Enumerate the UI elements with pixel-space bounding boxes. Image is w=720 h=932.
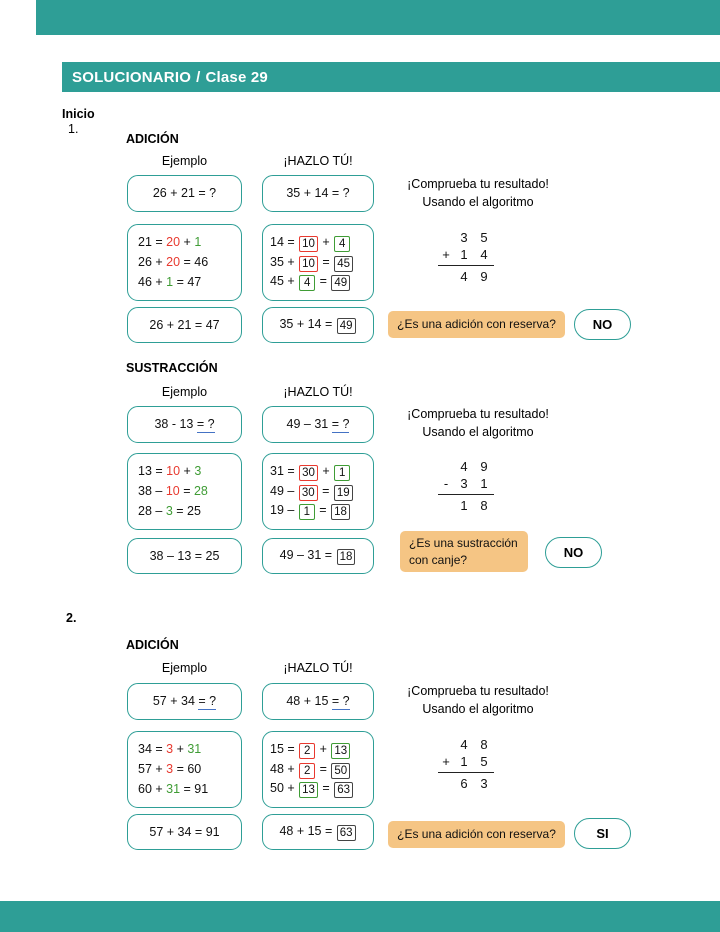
- section2-practice-steps-box: [262, 453, 374, 530]
- math-line: [270, 234, 351, 252]
- inicio-label: Inicio: [62, 107, 95, 121]
- math-line: [279, 316, 356, 334]
- math-segment: 49 – 31: [286, 417, 332, 431]
- section3-algorithm: [438, 736, 494, 792]
- section2-practice-result-box: [262, 538, 374, 574]
- section1-example-result-box: [127, 307, 242, 343]
- math-segment: = 25: [172, 504, 201, 518]
- section2-check-note: [388, 406, 568, 441]
- math-line: [138, 503, 201, 520]
- math-segment: 31 =: [270, 464, 299, 478]
- math-segment: +: [180, 464, 195, 478]
- algorithm-sign-blank: [438, 736, 454, 753]
- math-segment: 20: [166, 255, 181, 269]
- section2-ejemplo-label: Ejemplo: [161, 385, 208, 399]
- algorithm-sign-blank: [438, 458, 454, 475]
- math-line: [138, 463, 201, 480]
- algorithm-top-row: [438, 736, 494, 753]
- math-segment: =: [316, 761, 331, 776]
- section1-practice-result-box: [262, 307, 374, 343]
- algorithm-sign: +: [442, 754, 450, 769]
- math-line: [153, 185, 216, 202]
- math-segment: 38 - 13: [154, 417, 197, 431]
- math-segment: 28: [193, 484, 208, 498]
- boxed-number: 13: [299, 782, 318, 798]
- section2-example-problem-box: [127, 406, 242, 443]
- math-segment: = 91: [180, 782, 209, 796]
- math-line: [270, 502, 351, 520]
- section2-hazlo-label: ¡HAZLO TÚ!: [283, 385, 353, 399]
- section3-check-note: [388, 683, 568, 718]
- algorithm-digit: 3: [480, 776, 488, 791]
- math-line: [270, 463, 351, 481]
- math-segment: 57 + 34: [152, 694, 199, 708]
- algorithm-digit: 5: [480, 230, 488, 245]
- section2-question-pill: [400, 531, 528, 572]
- section1-practice-problem-box: [262, 175, 374, 212]
- math-segment: +: [180, 235, 195, 249]
- boxed-number: 18: [331, 504, 350, 520]
- algorithm-sign-blank: [438, 229, 454, 246]
- math-segment: 10: [166, 464, 181, 478]
- math-line: [138, 483, 208, 500]
- question-line1: ¿Es una sustracción: [409, 536, 518, 551]
- math-segment: =: [315, 503, 331, 517]
- math-line: [138, 761, 201, 778]
- algorithm-digit: 9: [480, 459, 488, 474]
- algorithm-result-row: [438, 494, 494, 514]
- math-line: [138, 254, 208, 271]
- check-note-line1: ¡Comprueba tu resultado!: [407, 407, 549, 421]
- boxed-number: 30: [299, 485, 318, 501]
- section2-practice-problem-box: [262, 406, 374, 443]
- math-line: [287, 416, 350, 433]
- section2-title: SUSTRACCIÓN: [126, 361, 218, 375]
- section3-answer-oval: SI: [574, 818, 631, 849]
- boxed-number: 30: [299, 465, 318, 481]
- algorithm-digit: 3: [460, 476, 468, 491]
- math-segment: 10: [165, 484, 180, 498]
- math-segment: 46 +: [138, 275, 167, 289]
- math-line: [153, 693, 216, 710]
- algorithm-digit: 4: [480, 247, 488, 262]
- boxed-number: 4: [299, 275, 315, 291]
- math-segment: 35 + 14 =: [279, 317, 336, 331]
- math-line: [286, 185, 349, 202]
- algorithm-mid-row: [438, 246, 494, 263]
- math-segment: =: [318, 483, 333, 498]
- algorithm-sign-blank: [438, 268, 454, 285]
- math-segment: 3: [194, 464, 202, 478]
- math-segment: 21 =: [138, 235, 167, 249]
- math-line: [150, 548, 220, 565]
- math-segment: 49 –: [270, 483, 298, 498]
- algorithm-digit: 3: [460, 230, 468, 245]
- math-segment: = 60: [173, 762, 202, 776]
- math-segment: 38 – 13 = 25: [149, 548, 220, 563]
- math-segment: 26 +: [138, 255, 167, 269]
- math-segment: 31: [187, 742, 202, 756]
- math-segment: = ?: [198, 694, 217, 708]
- math-line: [138, 234, 201, 251]
- section1-example-problem-box: [127, 175, 242, 212]
- section3-question-pill: [388, 821, 565, 848]
- algorithm-mid-row: [438, 475, 494, 492]
- math-segment: +: [318, 464, 334, 478]
- math-segment: 14 =: [270, 235, 299, 249]
- algorithm-mid-row: [438, 753, 494, 770]
- math-line: [279, 823, 356, 841]
- section2-algorithm: [438, 458, 494, 514]
- boxed-number: 49: [337, 318, 356, 334]
- footer-bar: [0, 901, 720, 932]
- algorithm-top-row: [438, 458, 494, 475]
- math-segment: +: [316, 742, 331, 756]
- algorithm-top-row: [438, 229, 494, 246]
- section3-example-result-box: [127, 814, 242, 850]
- math-segment: 3: [165, 504, 173, 518]
- math-segment: 45 +: [270, 274, 299, 288]
- algorithm-sign: +: [442, 247, 450, 262]
- section1-algorithm: [438, 229, 494, 285]
- math-segment: = ?: [196, 417, 215, 431]
- math-segment: 60 +: [138, 782, 167, 796]
- boxed-number: 63: [337, 825, 356, 841]
- boxed-number: 19: [334, 485, 353, 501]
- math-segment: 28 –: [138, 504, 166, 518]
- math-segment: 50 +: [270, 781, 299, 795]
- math-line: [270, 273, 351, 291]
- algorithm-sign: -: [443, 476, 449, 491]
- boxed-number: 50: [331, 763, 350, 779]
- math-segment: 3: [166, 762, 174, 776]
- section3-practice-result-box: [262, 814, 374, 850]
- math-segment: = ?: [331, 417, 350, 431]
- algorithm-result-row: [438, 772, 494, 792]
- section3-title: ADICIÓN: [126, 638, 179, 652]
- boxed-number: 13: [331, 743, 350, 759]
- section1-example-steps-box: [127, 224, 242, 301]
- boxed-number: 45: [334, 256, 353, 272]
- algorithm-sign-blank: [438, 497, 454, 514]
- math-line: [280, 547, 357, 565]
- math-segment: 3: [166, 742, 174, 756]
- math-line: [154, 416, 214, 433]
- algorithm-digit: 1: [460, 754, 468, 769]
- math-segment: 48 + 15: [286, 694, 332, 708]
- algorithm-digit: 1: [480, 476, 488, 491]
- algorithm-digit: 8: [480, 498, 488, 513]
- header-band: [62, 62, 720, 92]
- math-segment: 20: [166, 235, 181, 249]
- boxed-number: 2: [299, 763, 315, 779]
- math-segment: 1: [194, 235, 202, 249]
- math-segment: +: [318, 235, 334, 249]
- header-separator: /: [196, 68, 201, 86]
- math-segment: 31: [166, 782, 181, 796]
- section3-example-steps-box: [127, 731, 242, 808]
- question-line1: ¿Es una adición con reserva?: [397, 317, 556, 332]
- boxed-number: 1: [299, 504, 315, 520]
- math-line: [270, 741, 351, 759]
- section3-practice-problem-box: [262, 683, 374, 720]
- section3-hazlo-label: ¡HAZLO TÚ!: [283, 661, 353, 675]
- math-segment: 19 –: [270, 503, 298, 517]
- top-accent-bar: [36, 0, 720, 35]
- math-segment: = 46: [180, 255, 209, 269]
- math-segment: =: [318, 254, 334, 269]
- math-segment: 57 + 34 = 91: [149, 824, 220, 839]
- section3-example-problem-box: [127, 683, 242, 720]
- check-note-line1: ¡Comprueba tu resultado!: [407, 684, 549, 698]
- math-segment: 48 + 15 =: [279, 824, 336, 838]
- math-segment: 38 –: [138, 484, 166, 498]
- check-note-line2: Usando el algoritmo: [422, 701, 534, 716]
- header-title: SOLUCIONARIO: [72, 68, 192, 86]
- header-subtitle: Clase 29: [205, 68, 268, 86]
- math-line: [270, 780, 354, 798]
- boxed-number: 18: [337, 549, 356, 565]
- boxed-number: 49: [331, 275, 350, 291]
- math-line: [270, 254, 354, 272]
- question-line1: ¿Es una adición con reserva?: [397, 827, 556, 842]
- math-line: [138, 781, 208, 798]
- algorithm-digit: 9: [480, 269, 488, 284]
- math-segment: 13 =: [138, 464, 167, 478]
- check-note-line1: ¡Comprueba tu resultado!: [407, 177, 549, 191]
- section3-ejemplo-label: Ejemplo: [161, 661, 208, 675]
- math-line: [270, 761, 351, 779]
- algorithm-digit: 4: [460, 269, 468, 284]
- algorithm-digit: 1: [460, 498, 468, 513]
- section3-practice-steps-box: [262, 731, 374, 808]
- math-segment: 1: [166, 275, 174, 289]
- item-1-number: 1.: [68, 122, 79, 136]
- math-segment: 35 + 14 = ?: [286, 186, 350, 200]
- boxed-number: 1: [334, 465, 350, 481]
- math-segment: =: [316, 274, 331, 288]
- math-line: [149, 317, 219, 334]
- math-segment: 48 +: [270, 761, 299, 776]
- check-note-line2: Usando el algoritmo: [422, 424, 534, 439]
- section2-example-steps-box: [127, 453, 242, 530]
- math-segment: =: [318, 781, 334, 795]
- boxed-number: 4: [334, 236, 350, 252]
- math-segment: 49 – 31 =: [279, 548, 336, 562]
- check-note-line2: Usando el algoritmo: [422, 194, 534, 209]
- section1-answer-oval: NO: [574, 309, 631, 340]
- question-line2: con canje?: [409, 552, 468, 567]
- math-segment: =: [179, 484, 194, 498]
- math-segment: 35 +: [270, 254, 299, 269]
- algorithm-digit: 1: [460, 247, 468, 262]
- math-line: [138, 274, 201, 291]
- math-segment: 15 =: [270, 742, 299, 756]
- section1-question-pill: [388, 311, 565, 338]
- algorithm-digit: 5: [480, 754, 488, 769]
- algorithm-sign-blank: [438, 775, 454, 792]
- boxed-number: 10: [299, 256, 318, 272]
- boxed-number: 2: [299, 743, 315, 759]
- math-segment: 26 + 21 = ?: [152, 186, 217, 200]
- section2-answer-oval: NO: [545, 537, 602, 568]
- boxed-number: 10: [299, 236, 318, 252]
- section1-ejemplo-label: Ejemplo: [161, 154, 208, 168]
- algorithm-result-row: [438, 265, 494, 285]
- math-line: [286, 693, 349, 710]
- math-line: [138, 741, 201, 758]
- algorithm-digit: 8: [480, 737, 488, 752]
- math-line: [149, 824, 219, 841]
- math-segment: 57 +: [138, 762, 167, 776]
- item-2-number: 2.: [66, 611, 77, 625]
- math-segment: +: [173, 742, 188, 756]
- boxed-number: 63: [334, 782, 353, 798]
- section1-practice-steps-box: [262, 224, 374, 301]
- algorithm-digit: 6: [460, 776, 468, 791]
- math-segment: = 47: [173, 275, 202, 289]
- math-segment: = ?: [331, 694, 350, 708]
- section2-example-result-box: [127, 538, 242, 574]
- algorithm-digit: 4: [460, 737, 468, 752]
- algorithm-digit: 4: [460, 459, 468, 474]
- math-segment: 26 + 21 = 47: [149, 317, 220, 332]
- section1-check-note: [388, 176, 568, 211]
- section1-hazlo-label: ¡HAZLO TÚ!: [283, 154, 353, 168]
- math-line: [270, 483, 354, 501]
- math-segment: 34 =: [138, 742, 167, 756]
- section1-title: ADICIÓN: [126, 132, 179, 146]
